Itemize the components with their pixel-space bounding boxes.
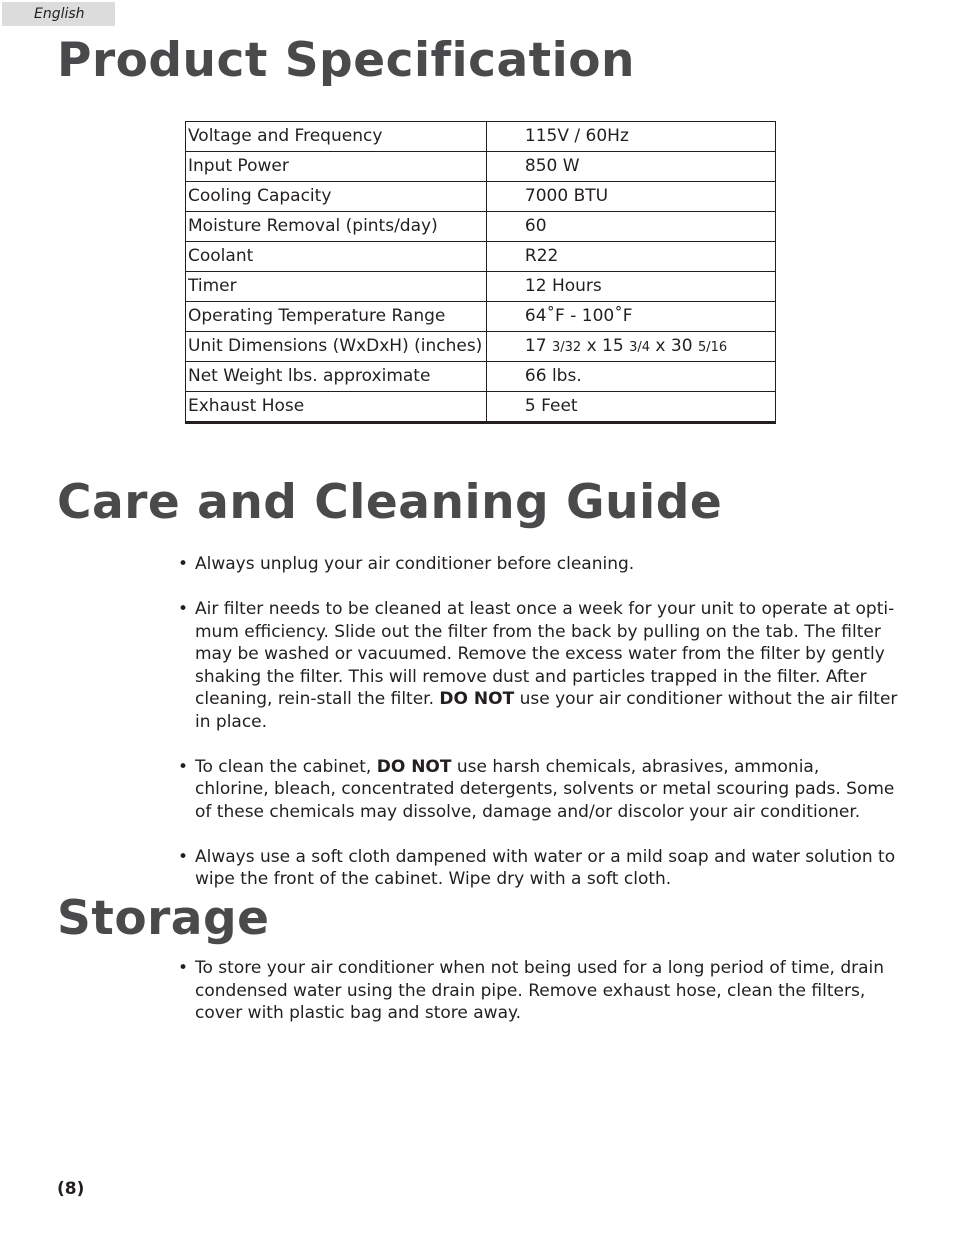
dim-width: 17 (524, 336, 547, 357)
spec-value: 64˚F - 100˚F (486, 302, 775, 332)
list-item (178, 553, 898, 576)
spec-heading: Product Specification (57, 33, 636, 88)
bullet-text (195, 598, 898, 733)
bullet-marker: • (178, 554, 189, 574)
spec-value: 850 W (486, 152, 775, 182)
spec-label: Coolant (186, 242, 487, 272)
dim-depth-fraction: 3/4 (629, 340, 651, 356)
table-row (186, 302, 776, 332)
dim-height: 30 (670, 336, 693, 357)
spec-value (486, 332, 775, 362)
spec-value: 115V / 60Hz (486, 122, 775, 152)
bullet-text: To store your air conditioner when not being used for a long period of time, drain condensed water using the drain pipe. Remove exhaust hose, clean the filters, cover with plastic bag and store away. (195, 958, 885, 1023)
bullet-text-part: Air filter needs to be cleaned at least once a week for your unit to operate at opti-mum efficiency. Slide out the filter from the back by pulling on the tab. The filter may be washed or vacuumed. Remove the excess water from the filter by gently shaking the filter. This will remove dust and particles trapped in the filter. After cleaning, rein-stall the filter. (195, 599, 895, 709)
bullet-text: Always unplug your air conditioner before cleaning. (195, 554, 635, 574)
spec-label: Timer (186, 272, 487, 302)
spec-value: 66 lbs. (486, 362, 775, 392)
spec-value: 60 (486, 212, 775, 242)
bullet-text (195, 756, 898, 824)
spec-value: 12 Hours (486, 272, 775, 302)
spec-label: Cooling Capacity (186, 182, 487, 212)
bullet-text-part: use harsh chemicals, abrasives, ammonia, chlorine, bleach, concentrated detergents, solvents or metal scouring pads. Some of these chemicals may dissolve, damage and/or discolor your air conditioner. (195, 756, 895, 822)
language-tab: English (2, 2, 115, 26)
table-row (186, 152, 776, 182)
dim-height-fraction: 5/16 (697, 340, 728, 356)
table-row (186, 212, 776, 242)
emphasis-do-not: DO NOT (439, 689, 515, 709)
care-heading: Care and Cleaning Guide (57, 475, 723, 530)
table-row (186, 122, 776, 152)
spec-label: Operating Temperature Range (186, 302, 487, 332)
bullet-marker: • (178, 599, 189, 619)
dim-width-fraction: 3/32 (551, 340, 582, 356)
dim-separator: x (586, 336, 597, 357)
bullet-marker: • (178, 958, 189, 978)
bullet-marker: • (178, 756, 189, 777)
spec-label: Moisture Removal (pints/day) (186, 212, 487, 242)
spec-label: Voltage and Frequency (186, 122, 487, 152)
list-item (178, 756, 898, 824)
spec-table (185, 121, 776, 424)
storage-heading: Storage (57, 891, 270, 946)
table-row (186, 362, 776, 392)
table-row (186, 272, 776, 302)
bullet-text-part: To clean the cabinet, (195, 756, 372, 777)
spec-label: Net Weight lbs. approximate (186, 362, 487, 392)
emphasis-do-not: DO NOT (376, 756, 452, 777)
dim-separator: x (655, 336, 666, 357)
table-row (186, 242, 776, 272)
table-row (186, 392, 776, 423)
list-item (178, 846, 898, 891)
spec-value: 7000 BTU (486, 182, 775, 212)
spec-label: Input Power (186, 152, 487, 182)
bullet-marker: • (178, 846, 189, 867)
bullet-text: Always use a soft cloth dampened with water or a mild soap and water solution to wipe the front of the cabinet. Wipe dry with a soft cloth. (195, 846, 896, 889)
table-row (186, 332, 776, 362)
bullet-text-part: use your air conditioner without the air filter in place. (195, 689, 898, 732)
table-row (186, 182, 776, 212)
spec-label: Unit Dimensions (WxDxH) (inches) (186, 332, 487, 362)
list-item (178, 598, 898, 733)
spec-value: 5 Feet (486, 392, 775, 423)
spec-value: R22 (486, 242, 775, 272)
dim-depth: 15 (602, 336, 624, 357)
care-bullet-list (178, 553, 898, 913)
spec-label: Exhaust Hose (186, 392, 487, 423)
page-number: (8) (57, 1179, 85, 1199)
storage-bullet-list (178, 957, 898, 1047)
list-item (178, 957, 898, 1025)
